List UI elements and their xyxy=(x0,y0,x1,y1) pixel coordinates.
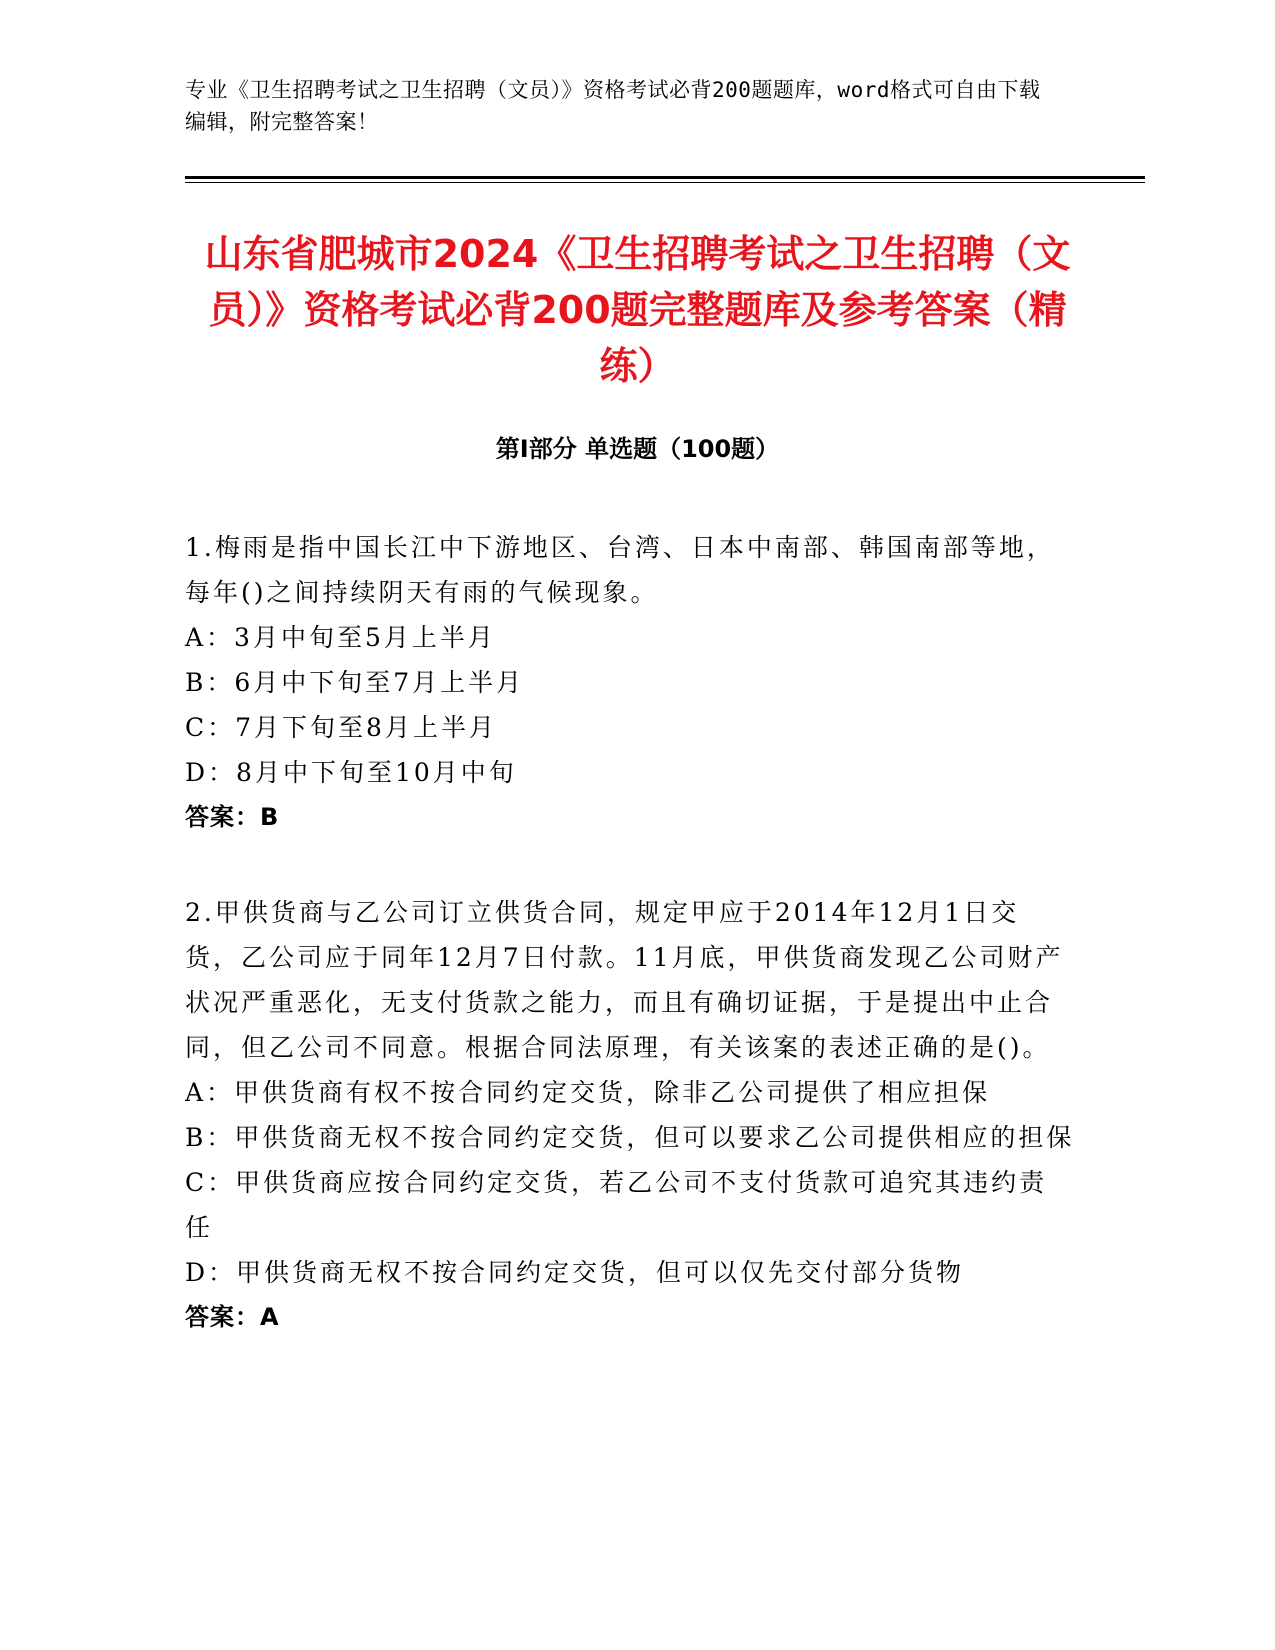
answer-line: 答案：A xyxy=(185,1303,280,1331)
header-note: 专业《卫生招聘考试之卫生招聘（文员）》资格考试必背200题题库，word格式可自由下载编辑，附完整答案！ xyxy=(185,78,1041,134)
option-d: D：8月中下旬至10月中旬 xyxy=(185,758,517,787)
header-divider-thin xyxy=(185,182,1145,183)
section-title: 第Ⅰ部分 单选题（100题） xyxy=(495,435,780,463)
header-divider-thick xyxy=(185,176,1145,179)
option-c: C：甲供货商应按合同约定交货，若乙公司不支付货款可追究其违约责任 xyxy=(185,1168,1048,1242)
option-a: A：甲供货商有权不按合同约定交货，除非乙公司提供了相应担保 xyxy=(185,1078,991,1107)
option-d: D：甲供货商无权不按合同约定交货，但可以仅先交付部分货物 xyxy=(185,1258,965,1287)
option-b: B：6月中下旬至7月上半月 xyxy=(185,668,525,697)
question-text: 2.甲供货商与乙公司订立供货合同，规定甲应于2014年12月1日交货，乙公司应于同年12月7日付款。11月底，甲供货商发现乙公司财产状况严重恶化，无支付货款之能力，而且有确切证据，于是提出中止合同，但乙公司不同意。根据合同法原理，有关该案的表述正确的是()。 xyxy=(185,898,1064,1062)
question-text: 1.梅雨是指中国长江中下游地区、台湾、日本中南部、韩国南部等地，每年()之间持续阴天有雨的气候现象。 xyxy=(185,533,1055,607)
option-c: C：7月下旬至8月上半月 xyxy=(185,713,497,742)
question-2 xyxy=(185,890,1075,1340)
answer-line: 答案：B xyxy=(185,803,280,831)
document-title: 山东省肥城市2024《卫生招聘考试之卫生招聘（文员）》资格考试必背200题完整题库及参考答案（精练） xyxy=(204,232,1071,388)
question-1 xyxy=(185,525,1075,840)
option-b: B：甲供货商无权不按合同约定交货，但可以要求乙公司提供相应的担保 xyxy=(185,1123,1075,1152)
option-a: A：3月中旬至5月上半月 xyxy=(185,623,496,652)
